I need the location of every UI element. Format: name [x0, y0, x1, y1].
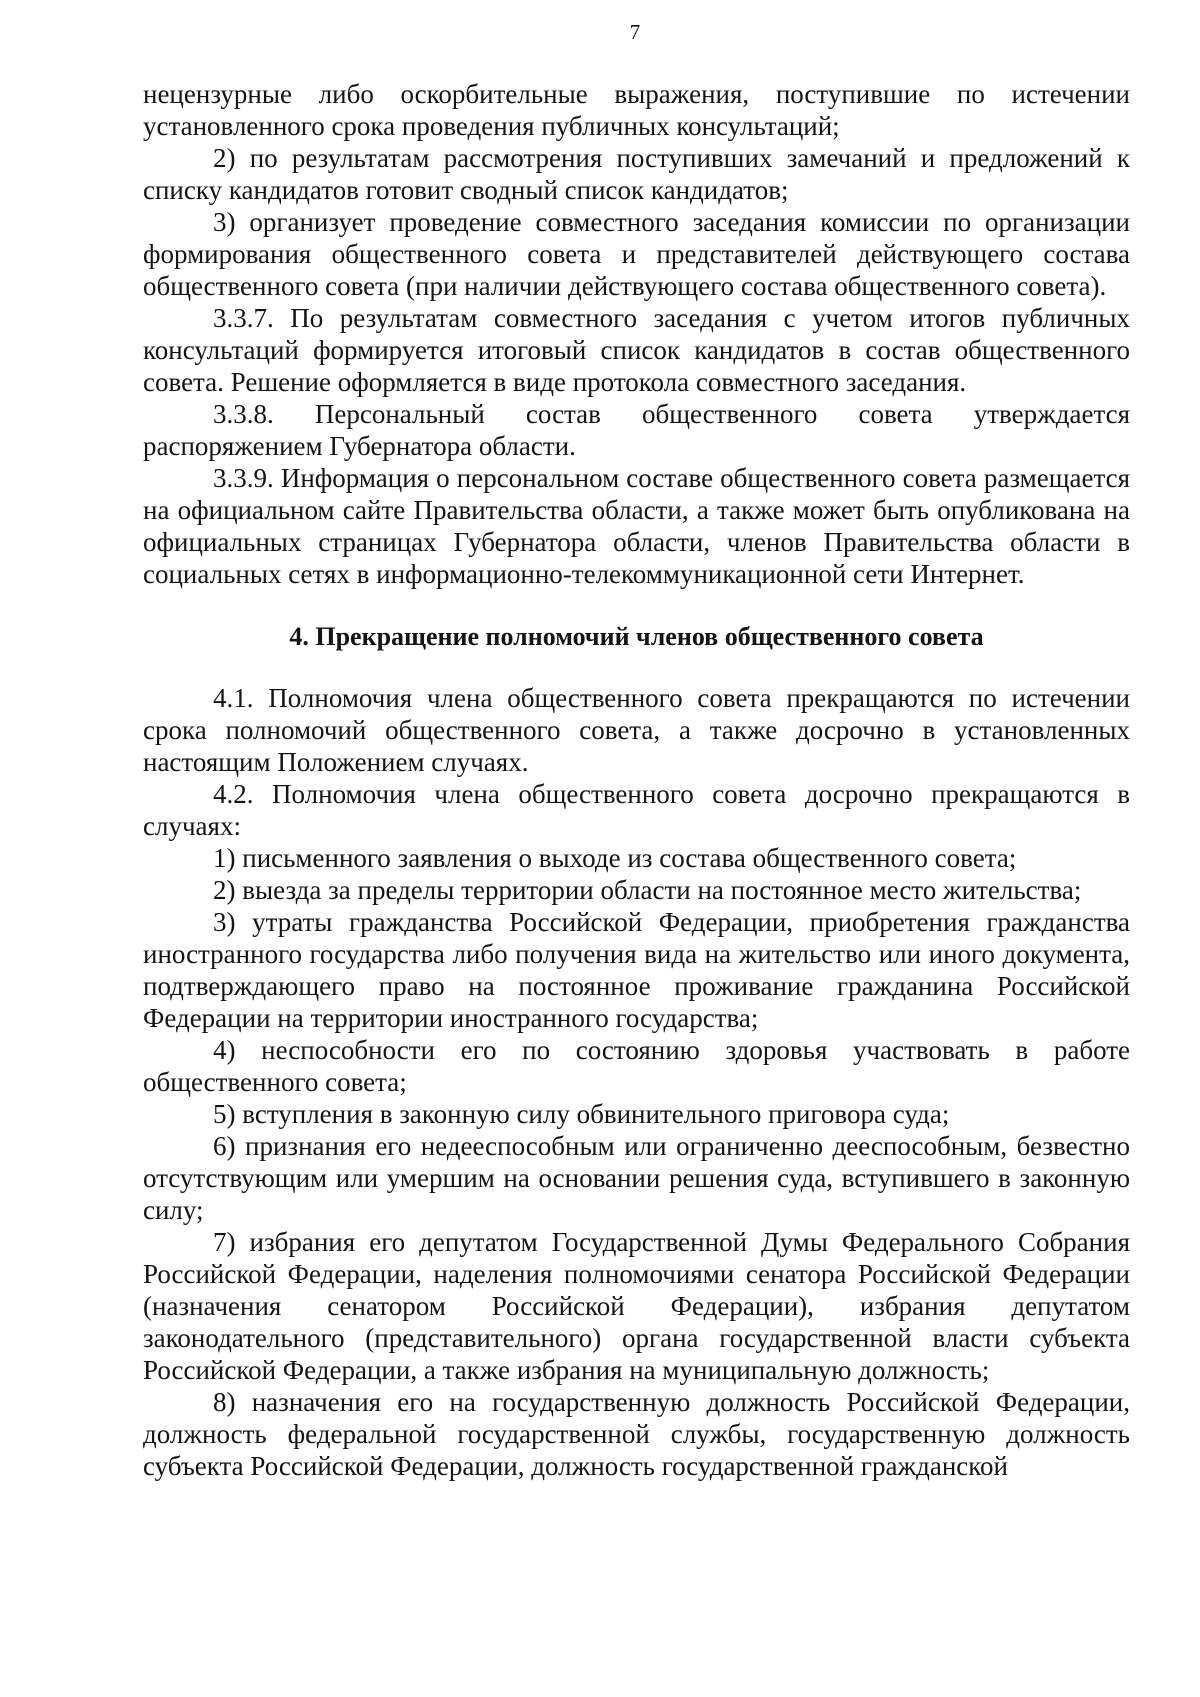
list-item: 6) признания его недееспособным или ограниченно дееспособным, безвестно отсутствующим или умершим на основании решения суда, вступившего в законную силу; — [143, 1131, 1130, 1225]
list-item: 8) назначения его на государственную должность Российской Федерации, должность федеральной государственной службы, государственную должность субъекта Российской Федерации, должность государственной гражданской — [143, 1387, 1130, 1481]
paragraph: 3.3.9. Информация о персональном составе общественного совета размещается на официальном сайте Правительства области, а также может быть опубликована на официальных страницах Губернатора области, членов Правительства области в социальных сетях в информационно-телекоммуникационной сети Интернет. — [143, 463, 1130, 589]
list-item: 5) вступления в законную силу обвинительного приговора суда; — [213, 1099, 950, 1129]
section-heading: 4. Прекращение полномочий членов общественного совета — [289, 622, 984, 651]
paragraph: 4.1. Полномочия члена общественного совета прекращаются по истечении срока полномочий общественного совета, а также досрочно в установленных настоящим Положением случаях. — [143, 683, 1130, 777]
paragraph: 4.2. Полномочия члена общественного совета досрочно прекращаются в случаях: — [143, 779, 1130, 841]
page-number: 7 — [629, 20, 641, 44]
paragraph: 3) организует проведение совместного заседания комиссии по организации формирования общественного совета и представителей действующего состава общественного совета (при наличии действующего состава общественного совета). — [143, 207, 1130, 301]
paragraph: нецензурные либо оскорбительные выражения, поступившие по истечении установленного срока проведения публичных консультаций; — [143, 79, 1130, 141]
list-item: 4) неспособности его по состоянию здоровья участвовать в работе общественного совета; — [143, 1035, 1130, 1097]
list-item: 7) избрания его депутатом Государственной Думы Федерального Собрания Российской Федерации, наделения полномочиями сенатора Российской Федерации (назначения сенатором Российской Федерации), избрания депутатом законодательного (представительного) органа государственной власти субъекта Российской Федерации, а также избрания на муниципальную должность; — [143, 1227, 1130, 1385]
document-body — [143, 78, 1130, 1482]
paragraph: 3.3.7. По результатам совместного заседания с учетом итогов публичных консультаций формируется итоговый список кандидатов в состав общественного совета. Решение оформляется в виде протокола совместного заседания. — [143, 303, 1130, 397]
list-item: 2) выезда за пределы территории области на постоянное место жительства; — [213, 875, 1082, 905]
paragraph: 3.3.8. Персональный состав общественного совета утверждается распоряжением Губернатора области. — [143, 399, 1130, 461]
list-item: 3) утраты гражданства Российской Федерации, приобретения гражданства иностранного государства либо получения вида на жительство или иного документа, подтверждающего право на постоянное проживание гражданина Российской Федерации на территории иностранного государства; — [143, 907, 1130, 1033]
paragraph: 2) по результатам рассмотрения поступивших замечаний и предложений к списку кандидатов готовит сводный список кандидатов; — [143, 143, 1130, 205]
list-item: 1) письменного заявления о выходе из состава общественного совета; — [213, 843, 1017, 873]
